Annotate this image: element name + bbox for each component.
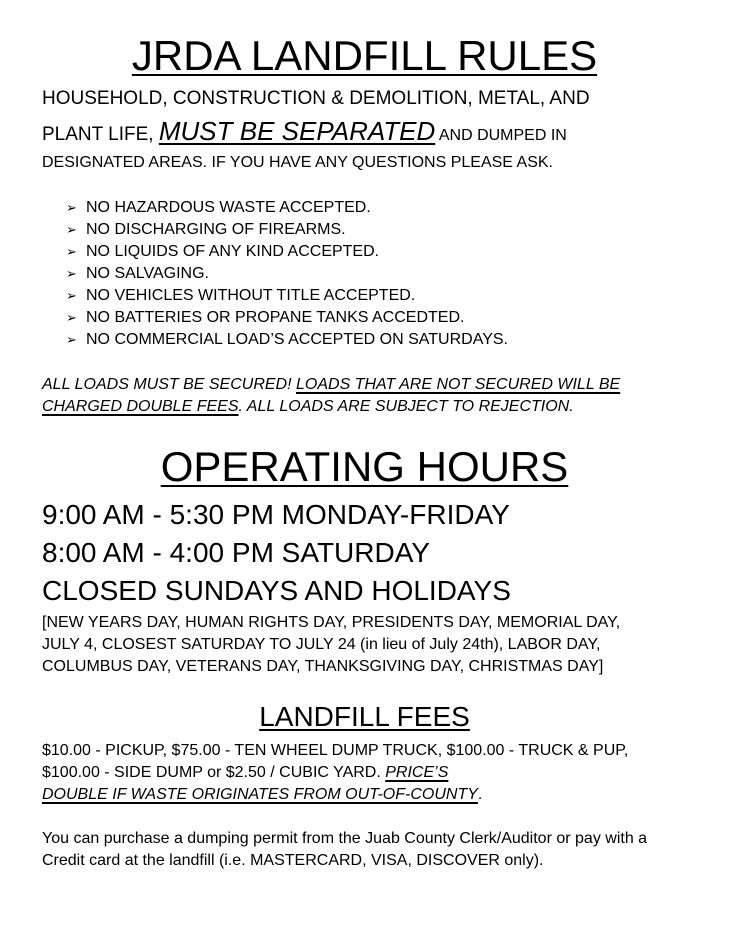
intro-line-1: HOUSEHOLD, CONSTRUCTION & DEMOLITION, METAL, AND [42, 88, 590, 109]
rule-text: NO HAZARDOUS WASTE ACCEPTED. [86, 199, 371, 216]
fees-line-3 [42, 784, 482, 806]
intro-line-2-post: AND DUMPED IN [435, 127, 567, 144]
hours-saturday: 8:00 AM - 4:00 PM SATURDAY [42, 537, 430, 568]
loads-not-secured-text: LOADS THAT ARE NOT SECURED WILL BE [296, 376, 621, 393]
rejection-text: . ALL LOADS ARE SUBJECT TO REJECTION. [238, 398, 574, 415]
permit-line-2: Credit card at the landfill (i.e. MASTERCARD, VISA, DISCOVER only). [42, 852, 544, 869]
bullet-arrow-icon: ➢ [66, 267, 77, 282]
rule-item [66, 198, 371, 219]
hours-closed: CLOSED SUNDAYS AND HOLIDAYS [42, 575, 511, 606]
intro-line-2 [42, 116, 567, 147]
intro-line-2-pre: PLANT LIFE, [42, 124, 159, 145]
bullet-arrow-icon: ➢ [66, 311, 77, 326]
holidays-line: JULY 4, CLOSEST SATURDAY TO JULY 24 (in lieu of July 24th), LABOR DAY, [42, 636, 601, 653]
loads-secured-text: ALL LOADS MUST BE SECURED! [42, 376, 296, 393]
operating-hours-heading-text: OPERATING HOURS [160, 443, 569, 490]
rule-text: NO BATTERIES OR PROPANE TANKS ACCEDTED. [86, 309, 465, 326]
rule-text: NO SALVAGING. [86, 265, 209, 282]
landfill-fees-heading [0, 700, 729, 734]
rule-text: NO VEHICLES WITHOUT TITLE ACCEPTED. [86, 287, 416, 304]
permit-line-1: You can purchase a dumping permit from the Juab County Clerk/Auditor or pay with a [42, 830, 648, 847]
rule-text: NO COMMERCIAL LOAD’S ACCEPTED ON SATURDAYS. [86, 331, 508, 348]
rule-text: NO LIQUIDS OF ANY KIND ACCEPTED. [86, 243, 380, 260]
page-title-text: JRDA LANDFILL RULES [131, 32, 598, 79]
landfill-fees-heading-text: LANDFILL FEES [259, 701, 470, 732]
fees-line-2-text: $100.00 - SIDE DUMP or $2.50 / CUBIC YARD. [42, 764, 386, 781]
rule-item [66, 220, 346, 241]
bullet-arrow-icon: ➢ [66, 245, 77, 260]
fees-line-2 [42, 762, 448, 784]
rule-text: NO DISCHARGING OF FIREARMS. [86, 221, 346, 238]
intro-line-3: DESIGNATED AREAS. IF YOU HAVE ANY QUESTIONS PLEASE ASK. [42, 154, 553, 171]
separated-emphasis: MUST BE SEPARATED [158, 116, 436, 146]
rule-item [66, 308, 464, 329]
prices-emphasis: PRICE’S [385, 764, 449, 781]
loads-notice-line-2 [42, 398, 574, 416]
out-of-county-emphasis: DOUBLE IF WASTE ORIGINATES FROM OUT-OF-COUNTY [42, 786, 478, 803]
bullet-arrow-icon: ➢ [66, 223, 77, 238]
bullet-arrow-icon: ➢ [66, 289, 77, 304]
holidays-line: [NEW YEARS DAY, HUMAN RIGHTS DAY, PRESIDENTS DAY, MEMORIAL DAY, [42, 614, 621, 631]
page-title [0, 30, 729, 82]
operating-hours-heading [0, 442, 729, 492]
double-fees-text: CHARGED DOUBLE FEES [42, 398, 239, 415]
rule-item [66, 264, 209, 285]
fees-line-3-period: . [477, 786, 483, 803]
bullet-arrow-icon: ➢ [66, 333, 77, 348]
rule-item [66, 286, 415, 307]
rule-item [66, 242, 379, 263]
holidays-line: COLUMBUS DAY, VETERANS DAY, THANKSGIVING DAY, CHRISTMAS DAY] [42, 658, 604, 675]
rule-item [66, 330, 508, 351]
hours-weekday: 9:00 AM - 5:30 PM MONDAY-FRIDAY [42, 499, 510, 530]
bullet-arrow-icon: ➢ [66, 201, 77, 216]
loads-notice-line-1 [42, 376, 620, 394]
fees-line-1: $10.00 - PICKUP, $75.00 - TEN WHEEL DUMP TRUCK, $100.00 - TRUCK & PUP, [42, 742, 629, 759]
